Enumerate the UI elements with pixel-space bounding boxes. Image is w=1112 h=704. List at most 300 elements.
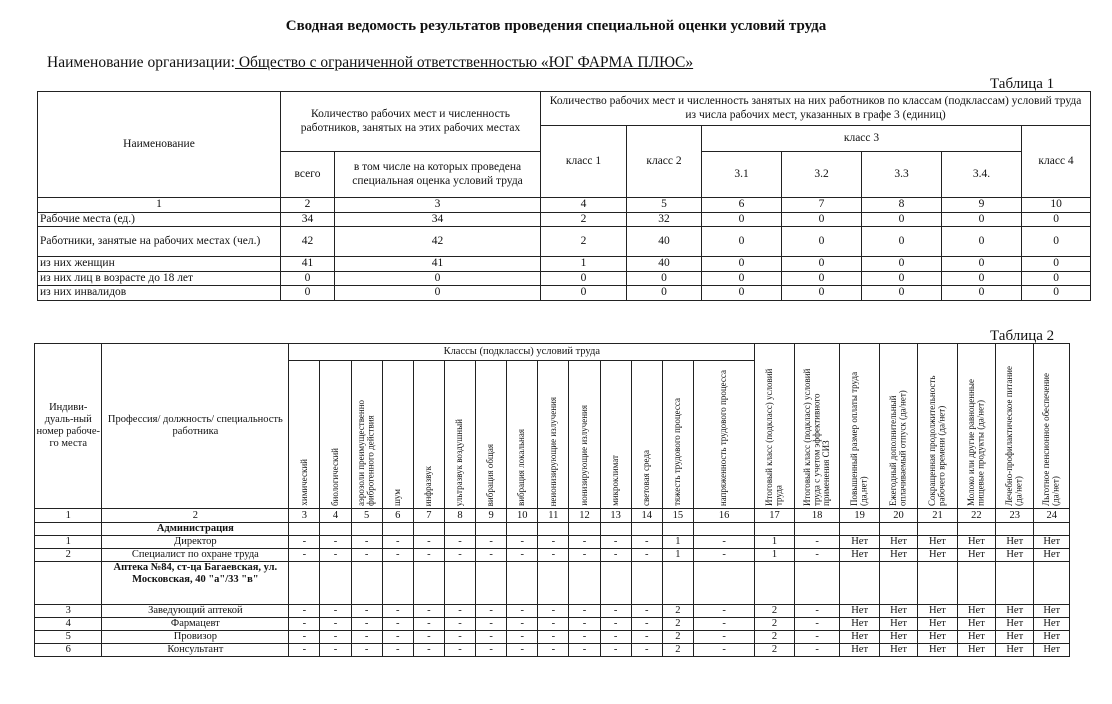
cell-value: - [600, 631, 631, 644]
workplace-id: 5 [35, 631, 102, 644]
empty-cell [413, 562, 444, 605]
cell-value: Нет [996, 618, 1034, 631]
table-row [35, 549, 1070, 562]
cell-value: - [631, 536, 662, 549]
cell-value: - [507, 618, 538, 631]
row-value: 0 [782, 227, 862, 257]
t2-header-factor-text: аэрозоли преимущественно фиброгенного действия [356, 399, 376, 506]
profession: Фармацевт [102, 618, 289, 631]
empty-cell [755, 562, 794, 605]
t1-header-name: Наименование [38, 92, 281, 198]
col-number: 9 [476, 509, 507, 523]
cell-value: Нет [1034, 631, 1070, 644]
empty-cell [351, 562, 382, 605]
cell-value: Нет [1034, 536, 1070, 549]
cell-value: Нет [918, 536, 957, 549]
cell-value: Нет [840, 631, 879, 644]
row-value: 0 [782, 257, 862, 272]
col-number: 6 [382, 509, 413, 523]
t2-header-factor [693, 361, 754, 509]
empty-cell [289, 523, 320, 536]
cell-value: 2 [755, 631, 794, 644]
empty-cell [569, 523, 600, 536]
cell-value: 2 [662, 605, 693, 618]
profession: Специалист по охране труда [102, 549, 289, 562]
cell-value: - [569, 631, 600, 644]
row-value: 34 [335, 212, 541, 227]
cell-value: Нет [957, 536, 995, 549]
empty-cell [996, 523, 1034, 536]
row-value: 0 [782, 286, 862, 301]
col-number: 10 [507, 509, 538, 523]
empty-cell [996, 562, 1034, 605]
row-value: 0 [627, 286, 702, 301]
row-value: 41 [281, 257, 335, 272]
cell-value: - [600, 618, 631, 631]
cell-value: Нет [840, 605, 879, 618]
cell-value: Нет [1034, 644, 1070, 657]
cell-value: - [444, 605, 475, 618]
t2-header-profession: Профессия/ должность/ специальность работника [102, 344, 289, 509]
cell-value: - [382, 631, 413, 644]
cell-value: - [444, 618, 475, 631]
table-row [38, 271, 1091, 286]
cell-value: - [794, 644, 840, 657]
t2-header-factor [476, 361, 507, 509]
cell-value: 2 [755, 644, 794, 657]
organization-line [47, 54, 693, 72]
cell-value: - [794, 605, 840, 618]
col-number: 22 [957, 509, 995, 523]
cell-value: Нет [996, 536, 1034, 549]
row-value: 0 [942, 271, 1022, 286]
empty-cell [662, 523, 693, 536]
cell-value: - [507, 644, 538, 657]
cell-value: - [413, 536, 444, 549]
cell-value: - [476, 605, 507, 618]
cell-value: 2 [662, 618, 693, 631]
workplace-id: 4 [35, 618, 102, 631]
cell-value: - [693, 631, 754, 644]
t2-header-extra-text: Сокращенная продолжительность рабочего времени (да/нет) [926, 375, 947, 506]
col-number: 8 [444, 509, 475, 523]
table-row [35, 536, 1070, 549]
t2-header-factor-text: световая среда [640, 450, 651, 506]
cell-value: - [289, 618, 320, 631]
cell-value: - [600, 536, 631, 549]
row-name: из них инвалидов [38, 286, 281, 301]
empty-cell [507, 562, 538, 605]
cell-value: 2 [755, 605, 794, 618]
row-value: 0 [862, 227, 942, 257]
cell-value: - [320, 549, 351, 562]
col-number: 4 [320, 509, 351, 523]
row-value: 0 [862, 271, 942, 286]
t2-header-factor [320, 361, 351, 509]
cell-value: - [538, 618, 569, 631]
row-value: 0 [281, 271, 335, 286]
cell-value: - [538, 644, 569, 657]
t2-header-factor-text: тяжесть трудового процесса [672, 398, 683, 506]
row-value: 2 [541, 227, 627, 257]
col-number: 23 [996, 509, 1034, 523]
col-number: 2 [102, 509, 289, 523]
section-title: Аптека №84, ст-ца Багаевская, ул. Московская, 40 "а"/33 "в" [102, 562, 289, 605]
empty-cell [840, 523, 879, 536]
cell-value: Нет [840, 549, 879, 562]
row-value: 0 [1022, 257, 1091, 272]
table-row [38, 212, 1091, 227]
cell-value: - [413, 644, 444, 657]
row-value: 34 [281, 212, 335, 227]
empty-cell [1034, 562, 1070, 605]
col-number: 19 [840, 509, 879, 523]
t2-header-extra-text: Итоговый класс (подкласс) условий труда [764, 368, 784, 506]
row-value: 0 [702, 212, 782, 227]
t2-header-extra-text: Итоговый класс (подкласс) условий труда с учетом эффективного применения СИЗ [801, 368, 831, 506]
empty-cell [600, 562, 631, 605]
table-row [35, 618, 1070, 631]
cell-value: - [382, 605, 413, 618]
row-name: Рабочие места (ед.) [38, 212, 281, 227]
empty-cell [351, 523, 382, 536]
t2-header-extra [996, 344, 1034, 509]
cell-value: - [320, 605, 351, 618]
row-value: 40 [627, 257, 702, 272]
empty-cell [918, 523, 957, 536]
cell-value: - [476, 644, 507, 657]
t2-header-factor-text: напряженность трудового процесса [718, 369, 729, 506]
cell-value: - [289, 631, 320, 644]
t2-header-factor [600, 361, 631, 509]
cell-value: - [600, 644, 631, 657]
row-value: 0 [627, 271, 702, 286]
t2-header-factor [538, 361, 569, 509]
cell-value: Нет [879, 644, 917, 657]
col-number: 15 [662, 509, 693, 523]
row-value: 0 [942, 212, 1022, 227]
cell-value: Нет [996, 644, 1034, 657]
t2-header-extra-text: Лечебно-профилактическое питание (да/нет) [1004, 366, 1024, 506]
t2-header-factor [351, 361, 382, 509]
cell-value: - [413, 549, 444, 562]
row-value: 0 [862, 257, 942, 272]
col-number: 20 [879, 509, 917, 523]
cell-value: Нет [840, 644, 879, 657]
profession: Консультант [102, 644, 289, 657]
empty-cell [569, 562, 600, 605]
t2-header-extra [879, 344, 917, 509]
t1-header-class2: класс 2 [627, 126, 702, 198]
col-number: 16 [693, 509, 754, 523]
section-title: Администрация [102, 523, 289, 536]
empty-cell [476, 562, 507, 605]
empty-cell [794, 562, 840, 605]
document-title: Сводная ведомость результатов проведения специальной оценки условий труда [285, 18, 827, 34]
col-number: 6 [702, 198, 782, 213]
row-value: 0 [702, 227, 782, 257]
cell-value: - [320, 536, 351, 549]
cell-value: - [693, 618, 754, 631]
row-value: 0 [862, 212, 942, 227]
col-number: 8 [862, 198, 942, 213]
cell-value: - [507, 631, 538, 644]
cell-value: - [631, 605, 662, 618]
empty-cell [918, 562, 957, 605]
empty-cell [476, 523, 507, 536]
cell-value: - [600, 605, 631, 618]
table-row [38, 227, 1091, 257]
row-value: 42 [281, 227, 335, 257]
cell-value: - [631, 631, 662, 644]
t2-header-extra-text: Льготное пенсионное обеспечение (да/нет) [1041, 373, 1061, 506]
col-number: 3 [335, 198, 541, 213]
cell-value: - [289, 536, 320, 549]
row-value: 2 [541, 212, 627, 227]
profession: Заведующий аптекой [102, 605, 289, 618]
cell-value: - [507, 549, 538, 562]
empty-cell [1034, 523, 1070, 536]
t2-header-factor-text: неионизирующие излучения [547, 396, 558, 506]
cell-value: - [444, 644, 475, 657]
t2-header-factor-text: шум [391, 488, 402, 506]
t2-header-factor-text: химический [298, 459, 309, 506]
cell-value: - [351, 549, 382, 562]
t2-header-extra-text: Повышенный размер оплаты труда (да,нет) [849, 371, 869, 506]
row-value: 0 [1022, 227, 1091, 257]
cell-value: Нет [996, 631, 1034, 644]
table1-caption: Таблица 1 [990, 76, 1055, 92]
col-number: 5 [627, 198, 702, 213]
table-row [35, 631, 1070, 644]
row-value: 0 [702, 257, 782, 272]
t1-header-sub: 3.1 [702, 152, 782, 198]
cell-value: Нет [1034, 605, 1070, 618]
table2-caption: Таблица 2 [990, 328, 1055, 344]
cell-value: - [476, 549, 507, 562]
cell-value: - [569, 549, 600, 562]
profession: Директор [102, 536, 289, 549]
cell-value: - [569, 536, 600, 549]
cell-value: Нет [918, 644, 957, 657]
cell-value: - [631, 618, 662, 631]
empty-cell [444, 562, 475, 605]
t2-header-factor [289, 361, 320, 509]
workplace-id: 6 [35, 644, 102, 657]
col-number: 4 [541, 198, 627, 213]
cell-value: - [794, 549, 840, 562]
cell-value: Нет [879, 536, 917, 549]
t1-header-classes: Количество рабочих мест и численность занятых на них работников по классам (подклассам) условий труда из числа рабочих мест, указанных в графе 3 (единиц) [541, 92, 1091, 126]
empty-cell [662, 562, 693, 605]
empty-cell [794, 523, 840, 536]
cell-value: - [413, 605, 444, 618]
row-value: 0 [335, 271, 541, 286]
cell-value: - [413, 618, 444, 631]
section-id-cell [35, 562, 102, 605]
row-value: 0 [942, 286, 1022, 301]
cell-value: - [693, 644, 754, 657]
col-number: 11 [538, 509, 569, 523]
empty-cell [320, 562, 351, 605]
table-row [35, 644, 1070, 657]
cell-value: - [569, 618, 600, 631]
t2-header-factor-text: инфразвук [423, 465, 434, 506]
cell-value: - [382, 549, 413, 562]
cell-value: - [693, 549, 754, 562]
cell-value: Нет [918, 605, 957, 618]
cell-value: 1 [662, 549, 693, 562]
empty-cell [289, 562, 320, 605]
empty-cell [507, 523, 538, 536]
t1-header-total: всего [281, 152, 335, 198]
t2-header-extra [840, 344, 879, 509]
t2-header-extra [755, 344, 794, 509]
cell-value: 2 [755, 618, 794, 631]
table-row [35, 605, 1070, 618]
t1-header-count: Количество рабочих мест и численность работников, занятых на этих рабочих местах [281, 92, 541, 152]
section-row [35, 523, 1070, 536]
cell-value: Нет [957, 631, 995, 644]
row-value: 32 [627, 212, 702, 227]
cell-value: - [444, 536, 475, 549]
empty-cell [600, 523, 631, 536]
t1-header-sub: 3.2 [782, 152, 862, 198]
row-value: 40 [627, 227, 702, 257]
cell-value: - [444, 549, 475, 562]
t1-header-class1: класс 1 [541, 126, 627, 198]
cell-value: - [631, 644, 662, 657]
col-number: 12 [569, 509, 600, 523]
t2-header-factor [569, 361, 600, 509]
t2-header-factor [631, 361, 662, 509]
cell-value: Нет [840, 536, 879, 549]
cell-value: - [538, 536, 569, 549]
t1-header-assessed: в том числе на которых проведена специальная оценка условий труда [335, 152, 541, 198]
row-name: Работники, занятые на рабочих местах (чел.) [38, 227, 281, 257]
col-number: 2 [281, 198, 335, 213]
t2-header-factor-text: микроклимат [609, 455, 620, 506]
cell-value: 1 [755, 536, 794, 549]
col-number: 24 [1034, 509, 1070, 523]
t2-header-extra [918, 344, 957, 509]
table-row [38, 257, 1091, 272]
row-value: 0 [782, 271, 862, 286]
t2-header-extra [794, 344, 840, 509]
cell-value: - [351, 536, 382, 549]
empty-cell [413, 523, 444, 536]
cell-value: Нет [918, 618, 957, 631]
cell-value: Нет [879, 631, 917, 644]
empty-cell [444, 523, 475, 536]
row-value: 0 [942, 227, 1022, 257]
t2-header-extra-text: Ежегодный дополнительный оплачиваемый отпуск (да/нет) [888, 390, 908, 506]
cell-value: - [320, 618, 351, 631]
cell-value: Нет [957, 549, 995, 562]
cell-value: Нет [957, 605, 995, 618]
t2-header-factor [444, 361, 475, 509]
row-value: 0 [862, 286, 942, 301]
col-number: 7 [413, 509, 444, 523]
row-value: 1 [541, 257, 627, 272]
cell-value: - [351, 631, 382, 644]
cell-value: - [382, 644, 413, 657]
cell-value: - [476, 618, 507, 631]
organization-label: Наименование организации: [47, 54, 235, 71]
row-value: 0 [1022, 212, 1091, 227]
empty-cell [755, 523, 794, 536]
cell-value: - [538, 631, 569, 644]
row-value: 0 [541, 271, 627, 286]
cell-value: - [569, 644, 600, 657]
t1-header-sub: 3.4. [942, 152, 1022, 198]
row-value: 0 [1022, 286, 1091, 301]
cell-value: - [794, 618, 840, 631]
cell-value: Нет [1034, 549, 1070, 562]
t2-header-extra-text: Молоко или другие равноценные пищевые продукты (да/нет) [965, 379, 986, 506]
cell-value: - [693, 605, 754, 618]
col-number: 13 [600, 509, 631, 523]
empty-cell [879, 562, 917, 605]
empty-cell [382, 562, 413, 605]
t2-header-factor-text: вибрация локальная [516, 428, 527, 506]
row-value: 0 [702, 271, 782, 286]
cell-value: - [631, 549, 662, 562]
row-name: из них женщин [38, 257, 281, 272]
empty-cell [840, 562, 879, 605]
t2-header-factor-text: ультразвук воздушный [454, 418, 465, 506]
row-value: 0 [702, 286, 782, 301]
row-value: 0 [541, 286, 627, 301]
empty-cell [631, 523, 662, 536]
t1-header-class3: класс 3 [702, 126, 1022, 152]
col-number: 9 [942, 198, 1022, 213]
cell-value: Нет [996, 549, 1034, 562]
cell-value: 2 [662, 644, 693, 657]
col-number: 21 [918, 509, 957, 523]
organization-name: Общество с ограниченной ответственностью «ЮГ ФАРМА ПЛЮС» [234, 54, 694, 71]
empty-cell [538, 562, 569, 605]
cell-value: - [289, 644, 320, 657]
t2-header-extra [1034, 344, 1070, 509]
cell-value: - [600, 549, 631, 562]
cell-value: - [382, 618, 413, 631]
cell-value: - [794, 631, 840, 644]
summary-table [37, 91, 1091, 301]
row-value: 0 [782, 212, 862, 227]
cell-value: - [382, 536, 413, 549]
workplace-id: 1 [35, 536, 102, 549]
row-value: 0 [281, 286, 335, 301]
col-number: 1 [35, 509, 102, 523]
t2-header-factor-text: вибрация общая [485, 443, 496, 506]
col-number: 7 [782, 198, 862, 213]
cell-value: Нет [879, 605, 917, 618]
col-number: 10 [1022, 198, 1091, 213]
profession: Провизор [102, 631, 289, 644]
empty-cell [693, 562, 754, 605]
cell-value: Нет [918, 549, 957, 562]
empty-cell [879, 523, 917, 536]
cell-value: Нет [957, 618, 995, 631]
t2-header-factor-text: биологический [329, 447, 340, 506]
t2-header-extra [957, 344, 995, 509]
empty-cell [631, 562, 662, 605]
cell-value: - [289, 549, 320, 562]
row-value: 42 [335, 227, 541, 257]
col-number: 14 [631, 509, 662, 523]
t2-header-factor-text: ионизирующие излучения [578, 405, 589, 506]
